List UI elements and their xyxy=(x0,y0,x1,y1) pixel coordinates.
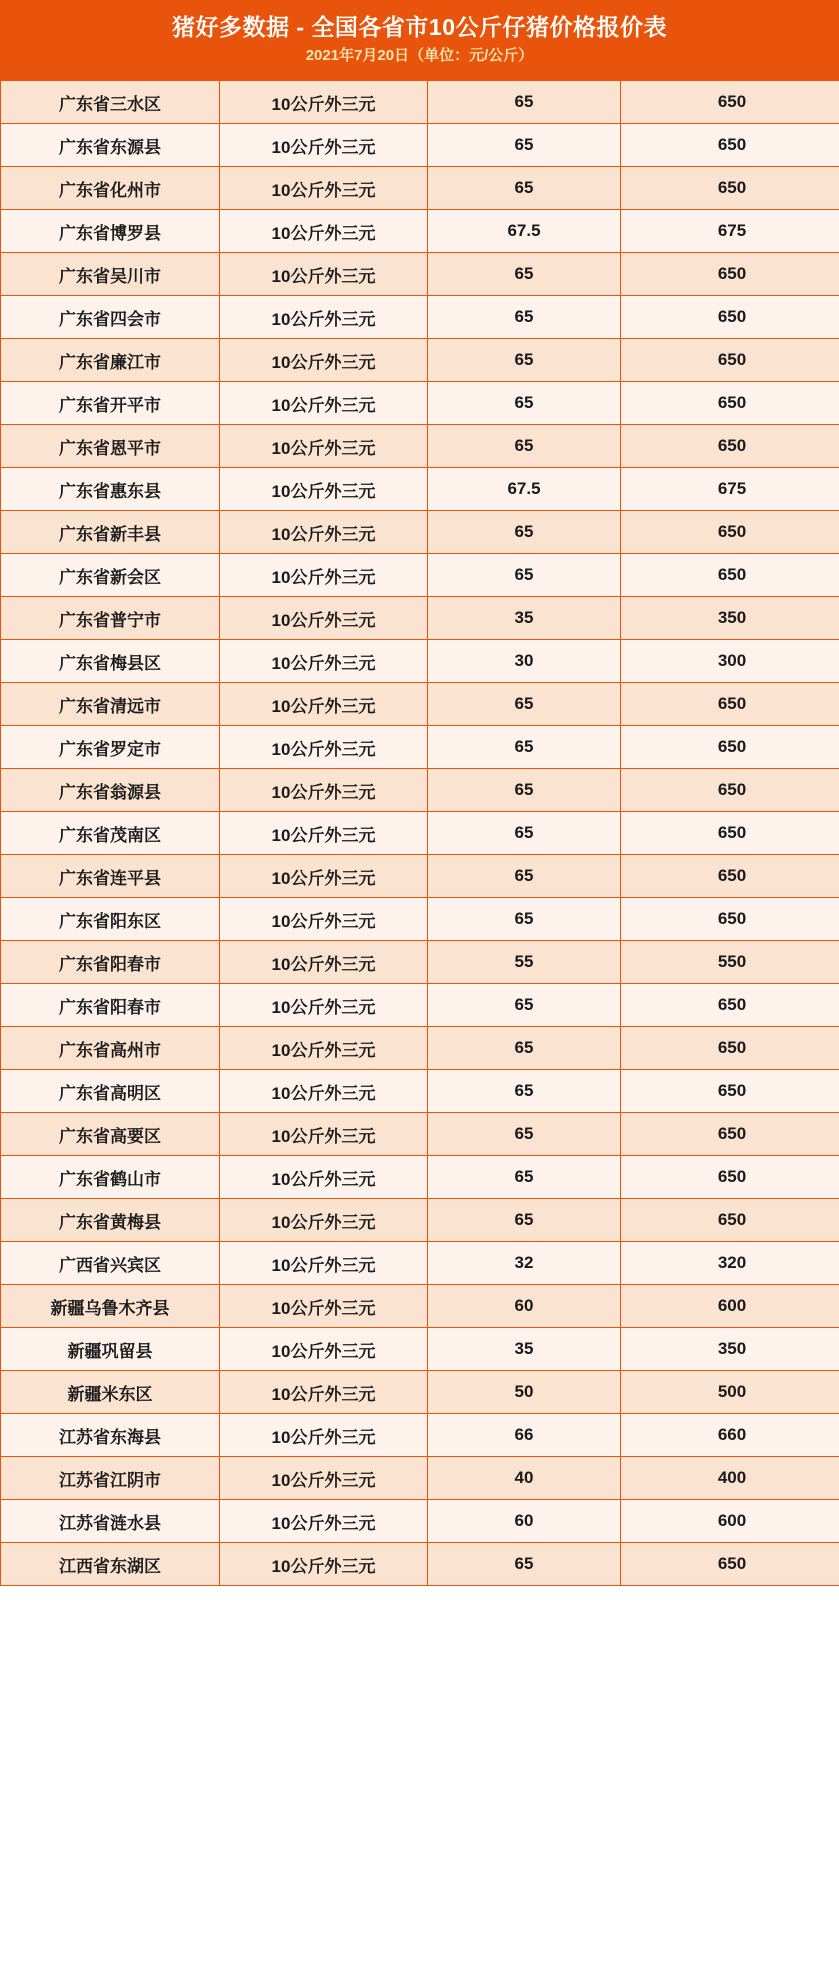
table-row xyxy=(1,1285,839,1328)
table-row xyxy=(1,253,839,296)
table-row xyxy=(1,124,839,167)
table-row xyxy=(1,597,839,640)
unit-price-cell: 66 xyxy=(428,1414,621,1457)
category-cell: 10公斤外三元 xyxy=(220,1457,428,1500)
category-cell: 10公斤外三元 xyxy=(220,554,428,597)
category-cell: 10公斤外三元 xyxy=(220,1328,428,1371)
category-cell: 10公斤外三元 xyxy=(220,382,428,425)
category-cell: 10公斤外三元 xyxy=(220,339,428,382)
region-cell: 广东省梅县区 xyxy=(1,640,220,683)
total-price-cell: 650 xyxy=(621,1070,839,1113)
unit-price-cell: 67.5 xyxy=(428,468,621,511)
total-price-cell: 650 xyxy=(621,339,839,382)
region-cell: 新疆巩留县 xyxy=(1,1328,220,1371)
region-cell: 广东省吴川市 xyxy=(1,253,220,296)
piglet-price-table xyxy=(0,80,839,1586)
total-price-cell: 500 xyxy=(621,1371,839,1414)
table-row xyxy=(1,812,839,855)
total-price-cell: 650 xyxy=(621,167,839,210)
unit-price-cell: 60 xyxy=(428,1285,621,1328)
total-price-cell: 320 xyxy=(621,1242,839,1285)
category-cell: 10公斤外三元 xyxy=(220,1414,428,1457)
category-cell: 10公斤外三元 xyxy=(220,683,428,726)
region-cell: 广东省普宁市 xyxy=(1,597,220,640)
category-cell: 10公斤外三元 xyxy=(220,468,428,511)
unit-price-cell: 65 xyxy=(428,167,621,210)
table-row xyxy=(1,1156,839,1199)
table-row xyxy=(1,511,839,554)
category-cell: 10公斤外三元 xyxy=(220,81,428,124)
unit-price-cell: 65 xyxy=(428,425,621,468)
category-cell: 10公斤外三元 xyxy=(220,425,428,468)
region-cell: 广东省惠东县 xyxy=(1,468,220,511)
unit-price-cell: 50 xyxy=(428,1371,621,1414)
table-row xyxy=(1,683,839,726)
category-cell: 10公斤外三元 xyxy=(220,812,428,855)
table-row xyxy=(1,1242,839,1285)
category-cell: 10公斤外三元 xyxy=(220,296,428,339)
category-cell: 10公斤外三元 xyxy=(220,1070,428,1113)
category-cell: 10公斤外三元 xyxy=(220,597,428,640)
unit-price-cell: 65 xyxy=(428,1156,621,1199)
region-cell: 江苏省东海县 xyxy=(1,1414,220,1457)
table-row xyxy=(1,554,839,597)
table-row xyxy=(1,1113,839,1156)
total-price-cell: 350 xyxy=(621,597,839,640)
table-row xyxy=(1,855,839,898)
region-cell: 广东省罗定市 xyxy=(1,726,220,769)
category-cell: 10公斤外三元 xyxy=(220,1242,428,1285)
total-price-cell: 650 xyxy=(621,769,839,812)
category-cell: 10公斤外三元 xyxy=(220,253,428,296)
category-cell: 10公斤外三元 xyxy=(220,511,428,554)
table-row xyxy=(1,382,839,425)
unit-price-cell: 65 xyxy=(428,554,621,597)
category-cell: 10公斤外三元 xyxy=(220,898,428,941)
unit-price-cell: 67.5 xyxy=(428,210,621,253)
total-price-cell: 400 xyxy=(621,1457,839,1500)
unit-price-cell: 35 xyxy=(428,1328,621,1371)
unit-price-cell: 65 xyxy=(428,984,621,1027)
region-cell: 广东省高要区 xyxy=(1,1113,220,1156)
unit-price-cell: 65 xyxy=(428,253,621,296)
table-row xyxy=(1,425,839,468)
region-cell: 广东省化州市 xyxy=(1,167,220,210)
region-cell: 广东省连平县 xyxy=(1,855,220,898)
table-body xyxy=(1,81,839,1586)
region-cell: 广东省高明区 xyxy=(1,1070,220,1113)
region-cell: 广东省阳东区 xyxy=(1,898,220,941)
unit-price-cell: 65 xyxy=(428,339,621,382)
unit-price-cell: 65 xyxy=(428,1199,621,1242)
region-cell: 广东省东源县 xyxy=(1,124,220,167)
category-cell: 10公斤外三元 xyxy=(220,1500,428,1543)
region-cell: 广东省茂南区 xyxy=(1,812,220,855)
category-cell: 10公斤外三元 xyxy=(220,1199,428,1242)
total-price-cell: 650 xyxy=(621,984,839,1027)
total-price-cell: 650 xyxy=(621,296,839,339)
unit-price-cell: 65 xyxy=(428,726,621,769)
region-cell: 广东省清远市 xyxy=(1,683,220,726)
total-price-cell: 650 xyxy=(621,1199,839,1242)
total-price-cell: 650 xyxy=(621,1113,839,1156)
category-cell: 10公斤外三元 xyxy=(220,167,428,210)
region-cell: 广东省翁源县 xyxy=(1,769,220,812)
total-price-cell: 650 xyxy=(621,1156,839,1199)
unit-price-cell: 55 xyxy=(428,941,621,984)
unit-price-cell: 30 xyxy=(428,640,621,683)
unit-price-cell: 65 xyxy=(428,81,621,124)
table-row xyxy=(1,210,839,253)
table-row xyxy=(1,1371,839,1414)
unit-price-cell: 65 xyxy=(428,898,621,941)
table-row xyxy=(1,1199,839,1242)
unit-price-cell: 65 xyxy=(428,1027,621,1070)
total-price-cell: 600 xyxy=(621,1500,839,1543)
table-row xyxy=(1,468,839,511)
total-price-cell: 650 xyxy=(621,554,839,597)
total-price-cell: 350 xyxy=(621,1328,839,1371)
page-subtitle: 2021年7月20日（单位：元/公斤） xyxy=(305,47,534,64)
table-row xyxy=(1,1500,839,1543)
unit-price-cell: 40 xyxy=(428,1457,621,1500)
category-cell: 10公斤外三元 xyxy=(220,1113,428,1156)
table-row xyxy=(1,1543,839,1586)
unit-price-cell: 65 xyxy=(428,855,621,898)
total-price-cell: 600 xyxy=(621,1285,839,1328)
unit-price-cell: 65 xyxy=(428,382,621,425)
region-cell: 广东省恩平市 xyxy=(1,425,220,468)
unit-price-cell: 60 xyxy=(428,1500,621,1543)
total-price-cell: 650 xyxy=(621,683,839,726)
total-price-cell: 300 xyxy=(621,640,839,683)
category-cell: 10公斤外三元 xyxy=(220,984,428,1027)
table-row xyxy=(1,898,839,941)
category-cell: 10公斤外三元 xyxy=(220,1027,428,1070)
region-cell: 广东省新会区 xyxy=(1,554,220,597)
category-cell: 10公斤外三元 xyxy=(220,1371,428,1414)
category-cell: 10公斤外三元 xyxy=(220,124,428,167)
total-price-cell: 660 xyxy=(621,1414,839,1457)
region-cell: 新疆米东区 xyxy=(1,1371,220,1414)
region-cell: 广东省博罗县 xyxy=(1,210,220,253)
region-cell: 江苏省涟水县 xyxy=(1,1500,220,1543)
region-cell: 广东省阳春市 xyxy=(1,984,220,1027)
unit-price-cell: 65 xyxy=(428,124,621,167)
table-row xyxy=(1,726,839,769)
table-row xyxy=(1,984,839,1027)
unit-price-cell: 35 xyxy=(428,597,621,640)
region-cell: 广东省高州市 xyxy=(1,1027,220,1070)
region-cell: 广西省兴宾区 xyxy=(1,1242,220,1285)
total-price-cell: 650 xyxy=(621,1027,839,1070)
total-price-cell: 650 xyxy=(621,382,839,425)
total-price-cell: 675 xyxy=(621,468,839,511)
region-cell: 广东省三水区 xyxy=(1,81,220,124)
unit-price-cell: 65 xyxy=(428,1070,621,1113)
region-cell: 广东省新丰县 xyxy=(1,511,220,554)
category-cell: 10公斤外三元 xyxy=(220,210,428,253)
total-price-cell: 650 xyxy=(621,1543,839,1586)
unit-price-cell: 65 xyxy=(428,511,621,554)
total-price-cell: 650 xyxy=(621,124,839,167)
unit-price-cell: 65 xyxy=(428,683,621,726)
unit-price-cell: 65 xyxy=(428,296,621,339)
total-price-cell: 650 xyxy=(621,425,839,468)
total-price-cell: 650 xyxy=(621,812,839,855)
report-header xyxy=(0,0,839,80)
total-price-cell: 650 xyxy=(621,726,839,769)
unit-price-cell: 65 xyxy=(428,812,621,855)
table-row xyxy=(1,167,839,210)
region-cell: 广东省开平市 xyxy=(1,382,220,425)
region-cell: 广东省阳春市 xyxy=(1,941,220,984)
category-cell: 10公斤外三元 xyxy=(220,726,428,769)
category-cell: 10公斤外三元 xyxy=(220,1156,428,1199)
category-cell: 10公斤外三元 xyxy=(220,640,428,683)
unit-price-cell: 65 xyxy=(428,1113,621,1156)
region-cell: 江苏省江阴市 xyxy=(1,1457,220,1500)
table-row xyxy=(1,640,839,683)
table-row xyxy=(1,1027,839,1070)
unit-price-cell: 32 xyxy=(428,1242,621,1285)
page-title: 猪好多数据 - 全国各省市10公斤仔猪价格报价表 xyxy=(171,14,668,40)
region-cell: 新疆乌鲁木齐县 xyxy=(1,1285,220,1328)
total-price-cell: 550 xyxy=(621,941,839,984)
table-row xyxy=(1,81,839,124)
table-row xyxy=(1,1457,839,1500)
category-cell: 10公斤外三元 xyxy=(220,855,428,898)
region-cell: 广东省廉江市 xyxy=(1,339,220,382)
table-row xyxy=(1,339,839,382)
category-cell: 10公斤外三元 xyxy=(220,1543,428,1586)
table-row xyxy=(1,1328,839,1371)
region-cell: 广东省四会市 xyxy=(1,296,220,339)
total-price-cell: 650 xyxy=(621,81,839,124)
total-price-cell: 650 xyxy=(621,898,839,941)
region-cell: 广东省鹤山市 xyxy=(1,1156,220,1199)
total-price-cell: 650 xyxy=(621,253,839,296)
table-row xyxy=(1,769,839,812)
unit-price-cell: 65 xyxy=(428,1543,621,1586)
category-cell: 10公斤外三元 xyxy=(220,941,428,984)
unit-price-cell: 65 xyxy=(428,769,621,812)
category-cell: 10公斤外三元 xyxy=(220,769,428,812)
total-price-cell: 650 xyxy=(621,511,839,554)
table-row xyxy=(1,1414,839,1457)
table-row xyxy=(1,296,839,339)
region-cell: 广东省黄梅县 xyxy=(1,1199,220,1242)
category-cell: 10公斤外三元 xyxy=(220,1285,428,1328)
total-price-cell: 675 xyxy=(621,210,839,253)
table-row xyxy=(1,941,839,984)
table-row xyxy=(1,1070,839,1113)
region-cell: 江西省东湖区 xyxy=(1,1543,220,1586)
total-price-cell: 650 xyxy=(621,855,839,898)
